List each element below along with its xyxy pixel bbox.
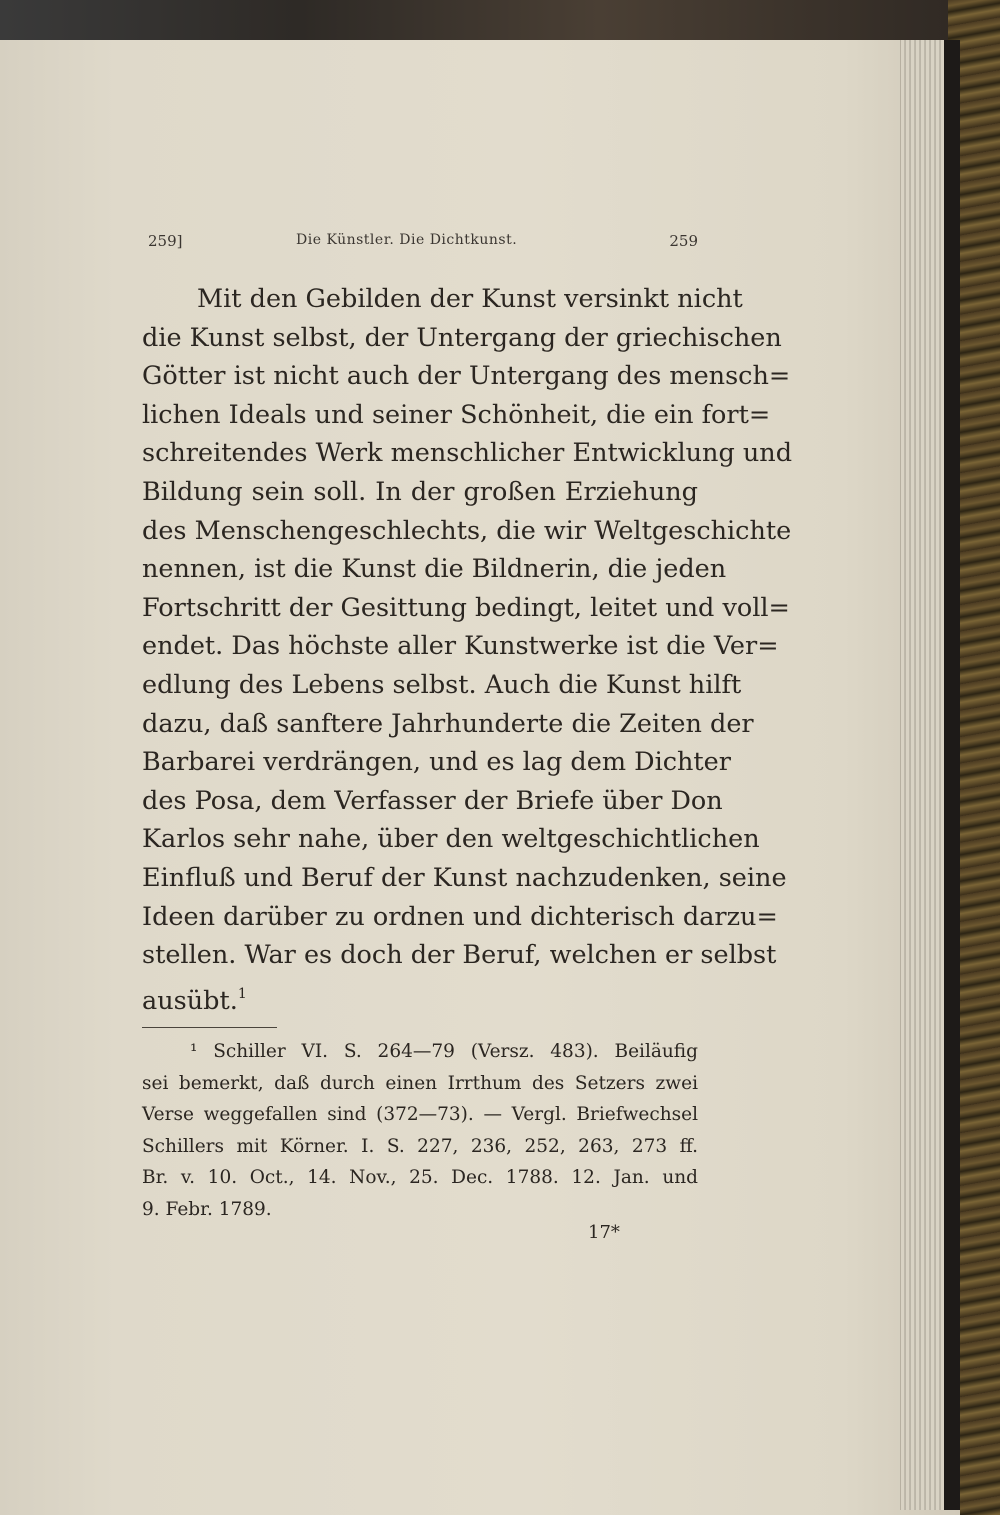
body-line: die Kunst selbst, der Untergang der griechischen bbox=[142, 322, 782, 353]
body-line: Einfluß und Beruf der Kunst nachzudenken, seine bbox=[142, 862, 787, 893]
body-line: endet. Das höchste aller Kunstwerke ist die Ver= bbox=[142, 631, 779, 662]
footnotes bbox=[142, 1036, 698, 1225]
running-head-left-number: 259] bbox=[148, 232, 183, 250]
running-head bbox=[148, 232, 698, 254]
body-line: des Menschengeschlechts, die wir Weltgeschichte bbox=[142, 515, 792, 546]
body-line: Barbarei verdrängen, und es lag dem Dichter bbox=[142, 747, 731, 778]
book-spine-edge bbox=[944, 40, 960, 1510]
footnote-line: Schillers mit Körner. I. S. 227, 236, 252, 263, 273 ff. bbox=[142, 1135, 698, 1157]
body-line: nennen, ist die Kunst die Bildnerin, die jeden bbox=[142, 554, 727, 585]
body-line: Bildung sein soll. In der großen Erziehung bbox=[142, 476, 698, 507]
footnote-line: sei bemerkt, daß durch einen Irrthum des Setzers zwei bbox=[142, 1072, 698, 1094]
body-line: schreitendes Werk menschlicher Entwicklung und bbox=[142, 438, 793, 469]
body-line: Mit den Gebilden der Kunst versinkt nicht bbox=[197, 284, 743, 314]
footnote-line: 9. Febr. 1789. bbox=[142, 1198, 272, 1220]
body-line: Fortschritt der Gesittung bedingt, leitet und voll= bbox=[142, 592, 790, 623]
body-line: stellen. War es doch der Beruf, welchen er selbst bbox=[142, 940, 777, 971]
page-number: 259 bbox=[669, 232, 698, 250]
body-line: des Posa, dem Verfasser der Briefe über Don bbox=[142, 785, 723, 816]
body-line: lichen Ideals und seiner Schönheit, die ein fort= bbox=[142, 399, 771, 430]
signature-mark: 17* bbox=[588, 1222, 620, 1243]
running-head-title: Die Künstler. Die Dichtkunst. bbox=[296, 232, 518, 248]
body-line: dazu, daß sanftere Jahrhunderte die Zeiten der bbox=[142, 708, 754, 739]
body-line: edlung des Lebens selbst. Auch die Kunst hilft bbox=[142, 669, 742, 700]
body-line-last bbox=[142, 975, 698, 1014]
footnote-reference: 1 bbox=[237, 985, 247, 1002]
footnote-line: Verse weggefallen sind (372—73). — Vergl. Briefwechsel bbox=[142, 1104, 698, 1125]
footnote-rule bbox=[142, 1027, 277, 1028]
body-line-text: ausübt. bbox=[142, 985, 238, 1016]
footnote-line: ¹ Schiller VI. S. 264—79 (Versz. 483). Beiläufig bbox=[190, 1041, 698, 1062]
body-line: Ideen darüber zu ordnen und dichterisch darzu= bbox=[142, 901, 778, 932]
body-text bbox=[142, 280, 793, 1016]
footnote-line: Br. v. 10. Oct., 14. Nov., 25. Dec. 1788. 12. Jan. und bbox=[142, 1167, 698, 1188]
body-line: Götter ist nicht auch der Untergang des mensch= bbox=[142, 361, 791, 392]
body-line: Karlos sehr nahe, über den weltgeschichtlichen bbox=[142, 824, 760, 855]
